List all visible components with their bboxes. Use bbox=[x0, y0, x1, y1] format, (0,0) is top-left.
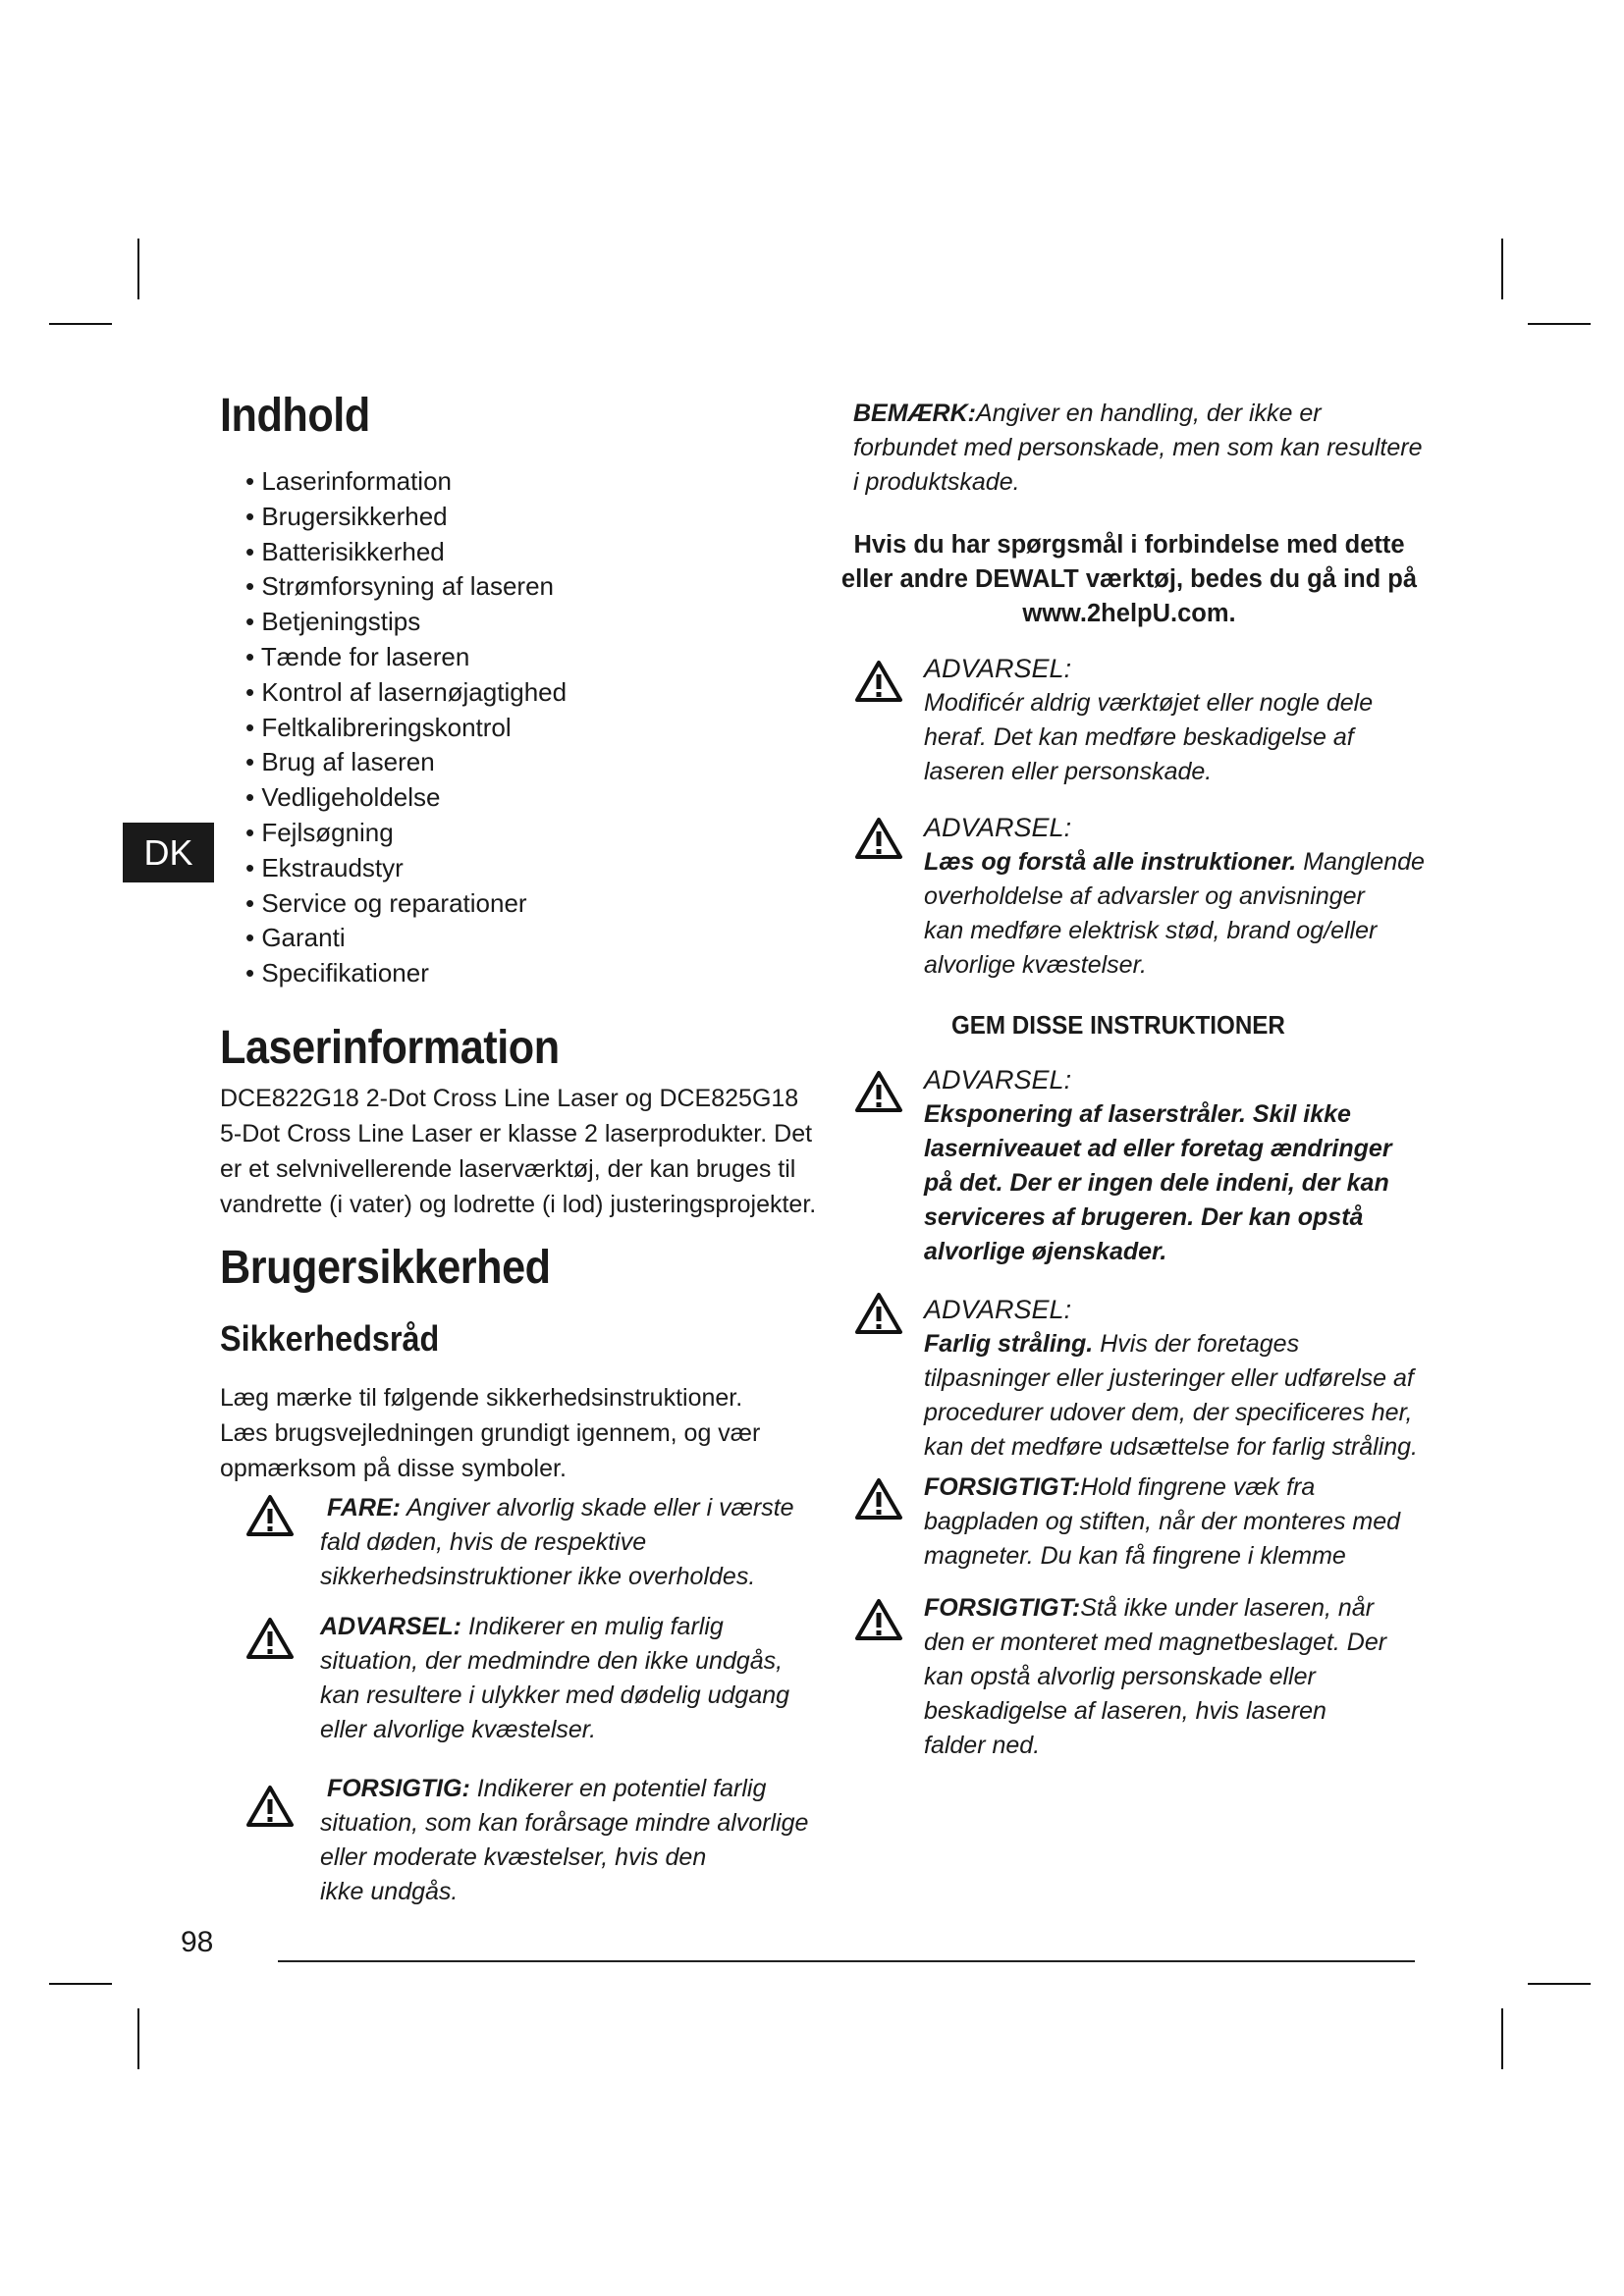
warning-block-2: ADVARSEL: Læs og forstå alle instruktioner. Manglende overholdelse af advarsler og anvisninger kan medføre elektrisk stød, brand og/eller alvorlige kvæstelser. bbox=[924, 813, 1425, 979]
toc-item[interactable]: • Brug af laseren bbox=[245, 745, 567, 780]
crop-mark bbox=[137, 2008, 139, 2069]
toc-item[interactable]: • Strømforsyning af laseren bbox=[245, 569, 567, 605]
crop-mark bbox=[137, 239, 139, 299]
toc-title: Indhold bbox=[220, 390, 370, 442]
advarsel-note: ADVARSEL: Indikerer en mulig farlig situation, der medmindre den ikke undgås, kan resultere i ulykker med dødelig udgang eller alvorlige kvæstelser. bbox=[320, 1613, 790, 1743]
toc-item[interactable]: • Specifikationer bbox=[245, 956, 567, 991]
caution-block-2: FORSIGTIGT:Stå ikke under laseren, når den er monteret med magnetbeslaget. Der kan opstå alvorlig personskade eller beskadigelse af laseren, hvis laseren falder ned. bbox=[924, 1594, 1387, 1759]
warning-icon bbox=[854, 660, 903, 703]
footer-rule bbox=[278, 1960, 1415, 1962]
toc-item[interactable]: • Service og reparationer bbox=[245, 886, 567, 922]
warning-icon bbox=[245, 1785, 295, 1828]
save-instructions: GEM DISSE INSTRUKTIONER bbox=[951, 1010, 1285, 1040]
crop-mark bbox=[1528, 323, 1591, 325]
warning-icon bbox=[854, 1292, 903, 1335]
crop-mark bbox=[49, 323, 112, 325]
safety-subtitle: Sikkerhedsråd bbox=[220, 1318, 440, 1359]
warning-block-3: ADVARSEL: Eksponering af laserstråler. Skil ikke laserniveauet ad eller foretag ændringer på det. Der er ingen dele indeni, der kan serviceres af brugeren. Der kan opstå alvorlige øjenskader. bbox=[924, 1065, 1392, 1265]
toc-item[interactable]: • Brugersikkerhed bbox=[245, 500, 567, 535]
crop-mark bbox=[49, 1983, 112, 1985]
toc-item[interactable]: • Kontrol af lasernøjagtighed bbox=[245, 675, 567, 711]
toc-item[interactable]: • Laserinformation bbox=[245, 464, 567, 500]
forsigtig-note: FORSIGTIG: Indikerer en potentiel farlig situation, som kan forårsage mindre alvorlige eller moderate kvæstelser, hvis den ikke undgås. bbox=[320, 1775, 809, 1905]
toc-item[interactable]: • Feltkalibreringskontrol bbox=[245, 711, 567, 746]
warning-icon bbox=[854, 1477, 903, 1521]
warning-icon bbox=[854, 1598, 903, 1641]
crop-mark bbox=[1501, 2008, 1503, 2069]
safety-title: Brugersikkerhed bbox=[220, 1242, 551, 1294]
toc-item[interactable]: • Garanti bbox=[245, 921, 567, 956]
toc-item[interactable]: • Vedligeholdelse bbox=[245, 780, 567, 816]
bemaerk-note: BEMÆRK:Angiver en handling, der ikke er forbundet med personskade, men som kan resultere i produktskade. bbox=[853, 400, 1423, 496]
warning-block-1: ADVARSEL: Modificér aldrig værktøjet eller nogle dele heraf. Det kan medføre beskadigelse af laseren eller personskade. bbox=[924, 654, 1374, 785]
warning-icon bbox=[245, 1494, 295, 1537]
warning-block-4: ADVARSEL: Farlig stråling. Hvis der foretages tilpasninger eller justeringer eller udførelse af procedurer udover dem, der specificeres her, kan det medføre udsættelse for farlig stråling. bbox=[924, 1295, 1419, 1461]
warning-icon bbox=[854, 817, 903, 860]
toc-item[interactable]: • Tænde for laseren bbox=[245, 640, 567, 675]
laserinfo-text: DCE822G18 2-Dot Cross Line Laser og DCE825G18 5-Dot Cross Line Laser er klasse 2 laserprodukter. Det er et selvnivellerende laserværktøj, der kan bruges til vandrette (i vater) og lodrette (i lod) justeringsprojekter. bbox=[220, 1085, 817, 1218]
crop-mark bbox=[1501, 239, 1503, 299]
fare-note: FARE: Angiver alvorlig skade eller i værste fald døden, hvis de respektive sikkerhedsinstruktioner ikke overholdes. bbox=[320, 1494, 794, 1590]
language-tab: DK bbox=[123, 823, 214, 882]
caution-block-1: FORSIGTIGT:Hold fingrene væk fra bagpladen og stiften, når der monteres med magneter. Du kan få fingrene i klemme bbox=[924, 1473, 1401, 1570]
safety-intro: Læg mærke til følgende sikkerhedsinstruktioner. Læs brugsvejledningen grundigt igennem, og vær opmærksom på disse symboler. bbox=[220, 1384, 761, 1482]
toc-item[interactable]: • Ekstraudstyr bbox=[245, 851, 567, 886]
warning-icon bbox=[245, 1617, 295, 1660]
page-number: 98 bbox=[181, 1926, 214, 1958]
toc-item[interactable]: • Fejlsøgning bbox=[245, 816, 567, 851]
toc-item[interactable]: • Betjeningstips bbox=[245, 605, 567, 640]
crop-mark bbox=[1528, 1983, 1591, 1985]
help-notice: Hvis du har spørgsmål i forbindelse med dette eller andre DEWALT værktøj, bedes du gå ind på www.2helpU.com. bbox=[840, 531, 1418, 627]
laserinfo-title: Laserinformation bbox=[220, 1022, 560, 1074]
toc-list bbox=[245, 464, 567, 991]
warning-icon bbox=[854, 1070, 903, 1113]
toc-item[interactable]: • Batterisikkerhed bbox=[245, 535, 567, 570]
